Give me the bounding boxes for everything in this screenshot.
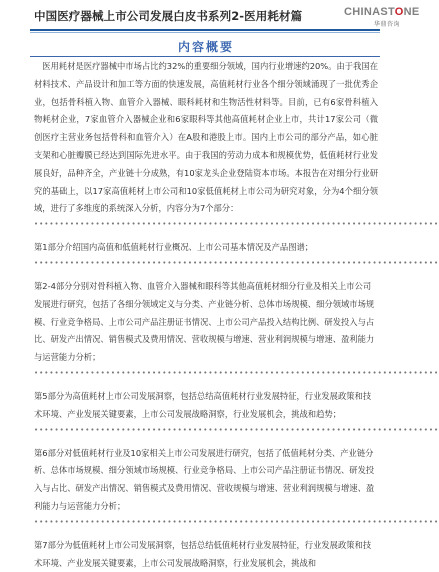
chinastone-logo [344, 4, 420, 28]
dotted-separator: ••••••••••••••••••••••••••••••••••••••••••••••••••••••••••••••••••••••••••••••• [34, 258, 439, 267]
header-rule [30, 29, 380, 31]
list-item: 第5部分为高值耗材上市公司发展洞察，包括总结高值耗材行业发展特征，行业发展政策和技术环境、产业发展关键要素，上市公司发展战略洞察，行业发展机会，挑战和趋势； [34, 390, 372, 419]
document-body [34, 58, 439, 572]
page-header [0, 0, 420, 32]
dotted-separator: ••••••••••••••••••••••••••••••••••••••••••••••••••••••••••••••••••••••••••••••• [34, 368, 439, 377]
document-title: 中国医疗器械上市公司发展白皮书系列2-医用耗材篇 [34, 9, 303, 23]
dotted-separator: ••••••••••••••••••••••••••••••••••••••••••••••••••••••••••••••••••••••••••••••• [34, 220, 439, 229]
dotted-separator: ••••••••••••••••••••••••••••••••••••••••••••••••••••••••••••••••••••••••••••••• [34, 517, 439, 526]
section-underline [30, 56, 380, 57]
section-heading: 内容概要 [177, 40, 234, 54]
dotted-separator: ••••••••••••••••••••••••••••••••••••••••••••••••••••••••••••••••••••••••••••••• [34, 425, 439, 434]
list-item: 第7部分为低值耗材上市公司发展洞察，包括总结低值耗材行业发展特征，行业发展政策和技术环境、产业发展关键要素，上市公司发展战略洞察，行业发展机会，挑战和 [34, 539, 372, 568]
list-item: 第1部分介绍国内高值和低值耗材行业概况、上市公司基本情况及产品图谱； [34, 242, 314, 253]
list-item: 第6部分对低值耗材行业及10家相关上市公司发展进行研究，包括了低值耗材分类、产业链分析、总体市场规模、细分领域市场规模、行业竞争格局、上市公司产品注册证书情况、研发投入与占比、研发产出情况、销售模式及费用情况、营收规模与增速、营业利润规模与增速、盈利能力与运营能力分析； [34, 447, 375, 511]
header-rule-thin [30, 32, 380, 33]
logo-subtitle: 华鼎咨询 [374, 21, 401, 28]
intro-paragraph: 医用耗材是医疗器械中市场占比约32%的重要细分领域，国内行业增速约20%。由于我国在材料技术、产品设计和加工等方面的快速发展，高值耗材行业各个细分领域涌现了一批优秀企业，包括骨科植入物、血管介入器械、眼科耗材和生物活性材料等。目前，已有6家骨科植入物耗材企业，7家血管介入器械企业和6家眼科等其他高值耗材企业上市，共计17家公司（微创医疗主营业务包括骨科和血管介入）在A股和港股上市。国内上市公司的部分产品，如心脏支架和心脏瓣膜已经达到国际先进水平。由于我国的劳动力成本和规模优势，低值耗材行业发展良好，品种齐全，产业链十分成熟，有10家龙头企业登陆资本市场。本报告在对细分行业研究的基础上，以17家高值耗材上市公司和10家低值耗材上市公司为研究对象，分为4个细分领域，进行了多维度的系统深入分析，内容分为7个部分： [34, 61, 378, 214]
logo-wordmark: CHINASTONE [344, 6, 420, 18]
list-item: 第2-4部分分别对骨科植入物、血管介入器械和眼科等其他高值耗材细分行业及相关上市公司发展进行研究，包括了各细分领域定义与分类、产业链分析、总体市场规模、细分领域市场规模、行业竞争格局、上市公司产品注册证书情况、上市公司产品投入结构比例、研发投入与占比、研发产出情况、销售模式及费用情况、营收规模与增速、营业利润规模与增速、盈利能力与运营能力分析； [34, 280, 375, 363]
